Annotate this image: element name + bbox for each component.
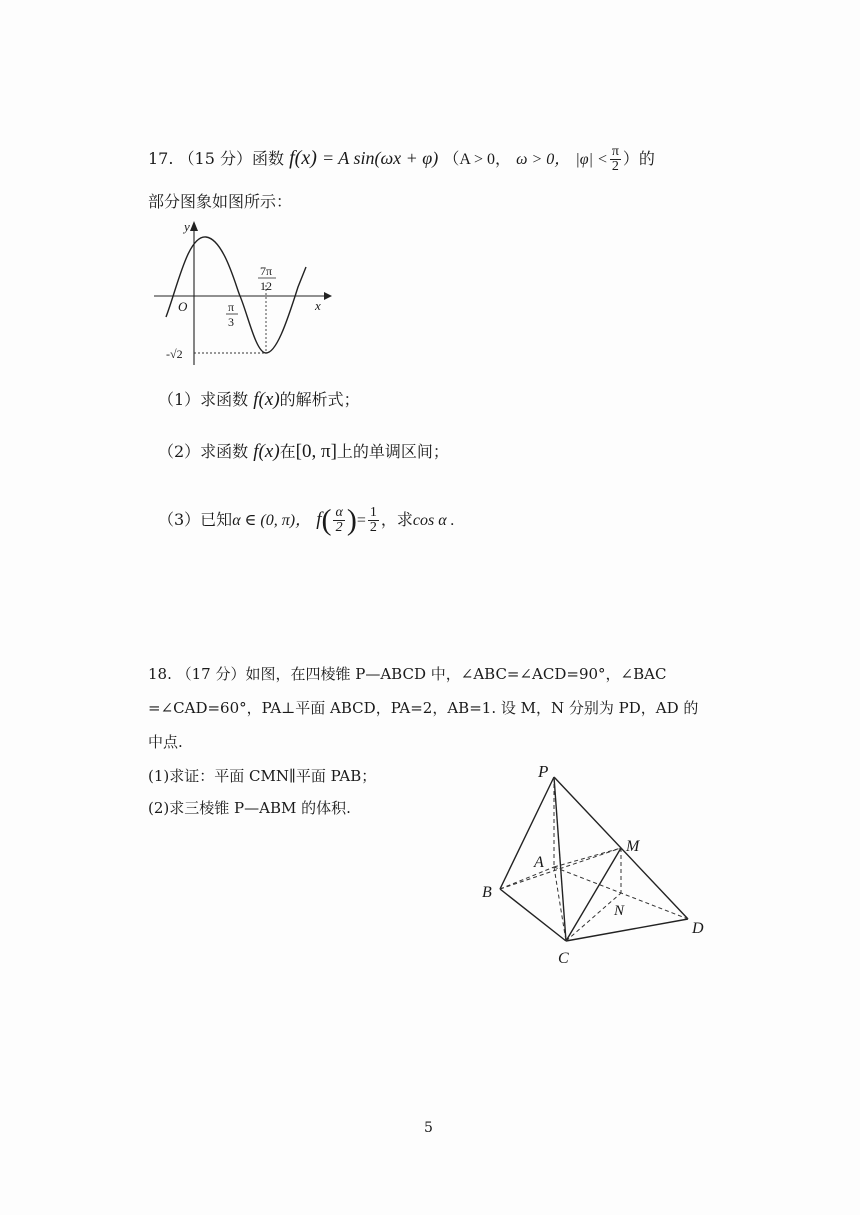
frac-num: α [335,505,343,520]
q17-condition-a: （A > 0， [443,151,512,168]
y-axis-arrow [190,221,198,231]
q17-sine-graph [148,215,338,375]
x-axis-arrow [324,292,332,300]
q18-line1: 18. （17 分）如图，在四棱锥 P—ABCD 中，∠ABC=∠ACD=90°，∠BAC [148,665,667,683]
edge-BC [500,889,566,941]
q18-pyramid-figure [470,755,720,970]
q17-sub3-suffix: ，求 [380,510,413,529]
q17-sub3-condition: α ∈ (0, π)， [232,512,312,529]
q17-sub3-target: cos α . [412,512,455,529]
q17-pi-over-2 [610,145,621,174]
edge-AC [554,867,566,941]
hidden-edges [500,777,688,941]
q17-sub3-prefix: （3）已知 [158,510,233,529]
q17-sub2-interval: [0, π] [295,441,337,462]
q17-tail: ）的 [622,149,655,168]
edge-BA [500,867,554,889]
edge-PB [500,777,554,889]
q18-sub2: (2)求三棱锥 P—ABM 的体积. [148,799,351,817]
vertex-B-label: B [482,884,492,901]
frac-den: 2 [611,159,619,174]
vertex-A-label: A [534,854,544,871]
vertex-M-label: M [626,838,640,855]
frac-num: π [611,144,619,159]
q17-sub3-alpha-over-2 [333,506,344,535]
q17-function-formula: = A sin(ωx + φ) [321,148,439,168]
q17-condition-omega: ω > 0， [516,151,571,168]
tick-pi3-den: 3 [228,315,234,329]
vertex-C-label: C [558,950,569,967]
y-axis-label: y [184,219,190,234]
q17-sub3-one-half [368,506,379,535]
q17-sub1-func: f(x) [253,389,280,410]
x-axis-label: x [315,298,321,313]
q17-sub3-equals: = [356,512,366,529]
q17-sub3: （3）已知α ∈ (0, π)， f( $\frac{\alpha}{2}$ )= $\frac{1}{2}$ ，求cos α . [158,503,455,537]
q17-sub1-suffix: 的解析式； [279,390,360,409]
sine-curve [166,237,306,353]
q18-sub1: (1)求证：平面 CMN∥平面 PAB； [148,767,377,785]
q18-line3: 中点. [148,733,183,751]
q17-condition-phi: |φ| < [575,151,608,168]
edge-PC [554,777,566,941]
q17-number: 17. [148,149,174,168]
q17-sub2-mid: 在 [279,442,296,461]
q17-header [148,145,655,174]
q17-function-name: f(x) [289,147,317,169]
q17-line2: 部分图象如图所示： [148,192,293,211]
q17-sub3-f: f [316,509,322,530]
page-number: 5 [424,1120,433,1136]
q17-sub1 [158,390,360,410]
frac-den: 2 [369,520,377,535]
q17-sub2-func: f(x) [253,441,280,462]
q17-sub1-prefix: （1）求函数 [158,390,249,409]
q17-lead: 函数 [252,149,285,168]
vertex-N-label: N [614,903,625,919]
origin-label: O [178,299,188,314]
q18-line2: =∠CAD=60°，PA⊥平面 ABCD，PA=2，AB=1. 设 M，N 分别为 PD，AD 的 [148,699,699,717]
q17-sub2-prefix: （2）求函数 [158,442,249,461]
tick-pi3-num: π [228,300,235,314]
frac-num: 1 [369,505,377,520]
q17-points: （15 分） [178,149,252,168]
tick-7pi12-den: 12 [260,279,272,293]
edge-BM [500,848,621,889]
tick-7pi12-num: 7π [260,264,273,278]
edge-CD [566,919,688,941]
min-label: -√2 [166,347,183,361]
edge-CM [566,848,621,941]
q17-sub2 [158,442,449,462]
frac-den: 2 [335,520,343,535]
vertex-P-label: P [538,762,549,781]
vertex-D-label: D [692,920,704,937]
q17-sub2-suffix: 上的单调区间； [336,442,449,461]
edge-CN [566,893,621,941]
